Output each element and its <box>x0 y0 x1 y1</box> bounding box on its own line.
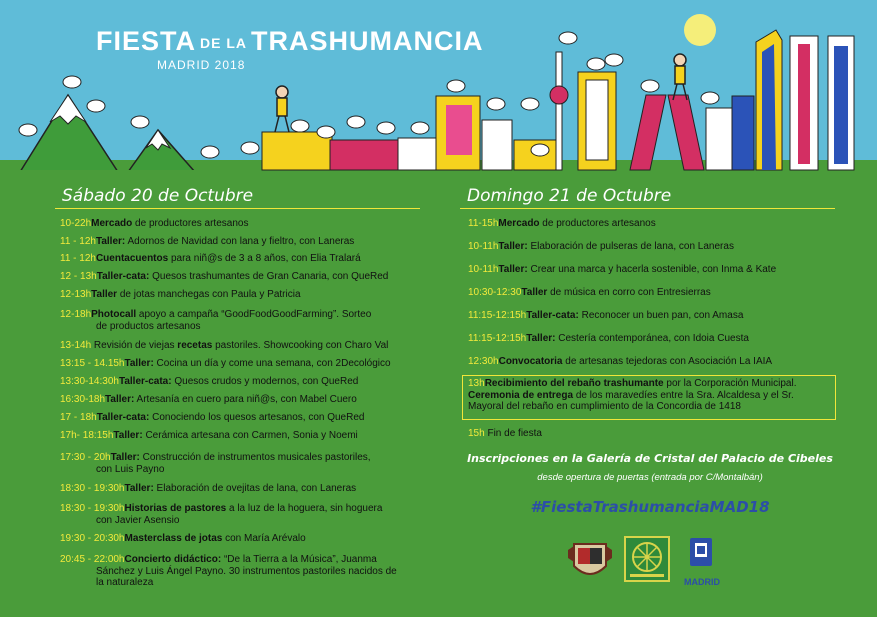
activity-name: Mercado <box>498 218 540 229</box>
activity-name: Taller: <box>498 241 528 252</box>
activity-name: Taller: <box>124 483 154 494</box>
schedule-item <box>60 309 420 332</box>
madrid-logo-label: MADRID <box>684 577 720 587</box>
activity-description: Conociendo los quesos artesanos, con QueRed <box>149 412 365 423</box>
association-logo <box>624 536 670 582</box>
activity-description: con Luis Payno <box>96 463 165 475</box>
schedule-time: 17 - 18h <box>60 412 97 423</box>
activity-description: Mayoral del rebaño en cumplimiento de la Concordia de 1418 <box>468 401 741 412</box>
activity-description: de los maravedíes entre la Sra. Alcaldesa y el Sr. <box>573 389 794 401</box>
schedule-time: 10-22h <box>60 218 92 229</box>
activity-description: Elaboración de ovejitas de lana, con Laneras <box>153 483 357 494</box>
activity-description: de música en corro con Entresierras <box>547 287 711 298</box>
schedule-time: 13:15 - 14.15h <box>60 358 125 369</box>
page-subtitle: MADRID 2018 <box>157 58 246 72</box>
activity-description: Quesos trashumantes de Gran Canaria, con QueRed <box>149 271 389 282</box>
sunday-heading: Domingo 21 de Octubre <box>467 186 672 206</box>
activity-description: Quesos crudos y modernos, con QueRed <box>171 376 359 387</box>
sun-icon <box>684 14 716 46</box>
activity-description: “De la Tierra a la Música”, Juanma <box>221 554 377 565</box>
schedule-time: 17h- 18:15h <box>60 430 114 441</box>
schedule-time: 10-11h <box>468 241 499 252</box>
saturday-heading: Sábado 20 de Octubre <box>62 186 254 206</box>
schedule-item <box>60 253 420 265</box>
activity-description: a la luz de la hoguera, sin hoguera <box>226 503 383 514</box>
schedule-time: 11:15-12:15h <box>468 333 527 344</box>
activity-description: Elaboración de pulseras de lana, con Laneras <box>527 241 734 252</box>
schedule-item <box>468 241 838 253</box>
activity-description: Artesanía en cuero para niñ@s, con Mabel Cuero <box>134 394 357 405</box>
schedule-time: 18:30 - 19:30h <box>60 483 125 494</box>
activity-description: de productores artesanos <box>132 218 249 229</box>
activity-name: recetas <box>177 340 213 351</box>
activity-name: Cuentacuentos <box>95 253 169 264</box>
schedule-item <box>468 287 838 299</box>
activity-description: Reconocer un buen pan, con Amasa <box>578 310 744 321</box>
activity-name: Taller-cata: <box>118 376 172 387</box>
schedule-item <box>60 289 420 301</box>
schedule-item <box>60 358 420 370</box>
schedule-item <box>60 430 420 442</box>
schedule-time: 12 - 13h <box>60 271 97 282</box>
schedule-item <box>60 394 420 406</box>
schedule-time: 13h <box>468 378 485 389</box>
schedule-time: 10:30-12:30 <box>468 287 522 298</box>
shepherd-icon <box>275 54 687 132</box>
schedule-time: 11 - 12h <box>60 253 96 264</box>
activity-description: Adornos de Navidad con lana y fieltro, con Laneras <box>125 236 355 247</box>
activity-description: Fin de fiesta <box>484 428 542 439</box>
schedule-item <box>468 356 838 368</box>
schedule-item <box>60 533 420 545</box>
activity-name: Taller: <box>526 333 556 344</box>
activity-name: Concierto didáctico: <box>124 554 222 565</box>
activity-name: Historias de pastores <box>124 503 227 514</box>
activity-name: Taller <box>521 287 548 298</box>
activity-name: Mercado <box>91 218 133 229</box>
schedule-time: 15h <box>468 428 485 439</box>
schedule-item <box>468 428 838 440</box>
schedule-item <box>60 218 420 230</box>
activity-name: Masterclass de jotas <box>124 533 223 544</box>
schedule-time: 12-18h <box>60 309 92 320</box>
activity-name: Taller: <box>105 394 135 405</box>
schedule-item <box>60 340 420 352</box>
schedule-item <box>468 310 838 322</box>
schedule-time: 19:30 - 20:30h <box>60 533 125 544</box>
activity-description: por la Corporación Municipal. <box>663 378 797 389</box>
schedule-time: 16:30-18h <box>60 394 106 405</box>
activity-name: Taller-cata: <box>96 412 150 423</box>
schedule-item <box>60 554 420 589</box>
activity-description: Sánchez y Luis Ángel Payno. 30 instrumentos pastoriles nacidos de <box>96 565 397 577</box>
activity-description: Cerámica artesana con Carmen, Sonia y Noemi <box>142 430 358 441</box>
activity-description: con María Arévalo <box>222 533 306 544</box>
schedule-time: 20:45 - 22:00h <box>60 554 125 565</box>
activity-name: Taller: <box>110 452 140 463</box>
inscriptions-text: Inscripciones en la Galería de Cristal del Palacio de Cibeles <box>467 452 833 465</box>
schedule-time: 12-13h <box>60 289 92 300</box>
activity-description: Construcción de instrumentos musicales pastoriles, <box>139 452 371 463</box>
coat-of-arms-logo <box>568 536 612 586</box>
schedule-time: 12:30h <box>468 356 499 367</box>
schedule-item <box>60 376 420 388</box>
activity-name: Convocatoria <box>498 356 563 367</box>
activity-name: Taller: <box>124 358 154 369</box>
activity-name: Ceremonia de entrega <box>468 389 574 401</box>
activity-description: pastoriles. Showcooking con Charo Val <box>212 340 389 351</box>
activity-description: para niñ@s de 3 a 8 años, con Elia Tralará <box>168 253 361 264</box>
schedule-item <box>468 378 838 413</box>
schedule-time: 11-15h <box>468 218 499 229</box>
activity-description: de artesanas tejedoras con Asociación La IAIA <box>562 356 773 367</box>
schedule-time: 13-14h <box>60 340 92 351</box>
madrid-logo <box>680 536 724 586</box>
activity-name: Taller: <box>498 264 528 275</box>
schedule-item <box>468 333 838 345</box>
activity-description: la naturaleza <box>96 577 154 588</box>
schedule-item <box>468 264 838 276</box>
schedule-time: 11:15-12:15h <box>468 310 527 321</box>
activity-name: Recibimiento del rebaño trashumante <box>484 378 664 389</box>
activity-description: de productos artesanos <box>96 320 201 332</box>
hashtag: #FiestaTrashumanciaMAD18 <box>530 498 770 516</box>
schedule-item <box>60 452 420 475</box>
divider <box>55 208 420 209</box>
activity-name: Taller-cata: <box>526 310 579 321</box>
schedule-item <box>60 412 420 424</box>
opening-text: desde opertura de puertas (entrada por C/Montalbán) <box>537 472 763 483</box>
activity-description: apoyo a campaña “GoodFoodGoodFarming”. Sorteo <box>136 309 372 320</box>
schedule-item <box>60 236 420 248</box>
schedule-time: 13:30-14:30h <box>60 376 119 387</box>
activity-name: Taller: <box>113 430 143 441</box>
schedule-time: 11 - 12h <box>60 236 96 247</box>
schedule-time: 17:30 - 20h <box>60 452 111 463</box>
activity-description: Cestería contemporánea, con Idoia Cuesta <box>555 333 749 344</box>
activity-name: Photocall <box>91 309 137 320</box>
schedule-item <box>60 271 420 283</box>
page-title: FIESTA DE LA TRASHUMANCIA <box>96 26 484 56</box>
schedule-time: 18:30 - 19:30h <box>60 503 125 514</box>
schedule-item <box>468 218 838 230</box>
activity-description: de jotas manchegas con Paula y Patricia <box>117 289 301 300</box>
activity-description: con Javier Asensio <box>96 514 180 526</box>
activity-name: Taller-cata: <box>96 271 150 282</box>
schedule-time: 10-11h <box>468 264 499 275</box>
activity-description: de productores artesanos <box>539 218 656 229</box>
activity-description: Revisión de viejas <box>91 340 178 351</box>
activity-name: Taller: <box>95 236 126 247</box>
activity-description: Cocina un día y come una semana, con 2Decológico <box>153 358 391 369</box>
schedule-item <box>60 483 420 495</box>
schedule-item <box>60 503 420 526</box>
activity-name: Taller <box>91 289 118 300</box>
divider <box>460 208 835 209</box>
activity-description: Crear una marca y hacerla sostenible, con Inma & Kate <box>527 264 777 275</box>
